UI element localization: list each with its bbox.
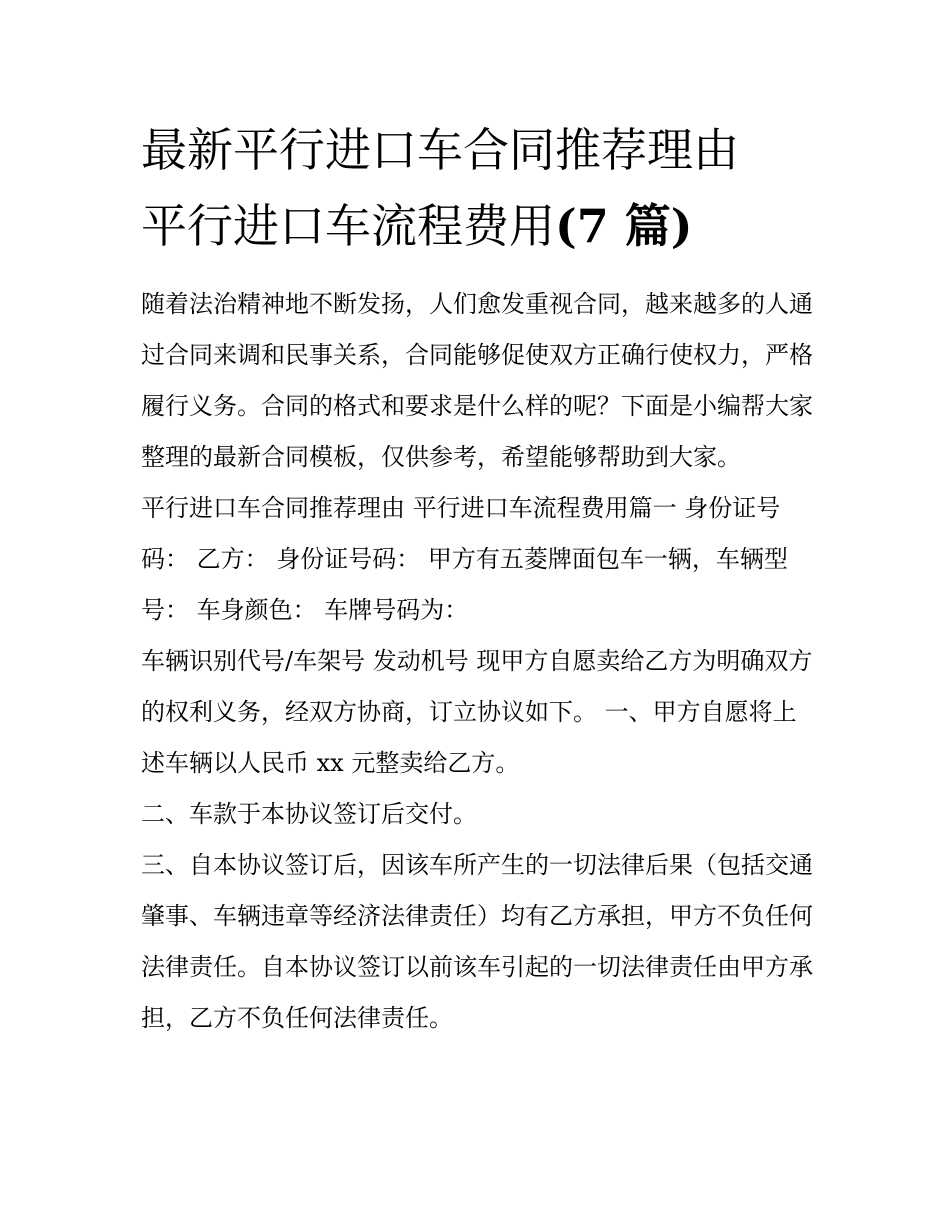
paragraph-parties: 平行进口车合同推荐理由 平行进口车流程费用篇一 身份证号码： 乙方： 身份证号码： 甲方有五菱牌面包车一辆，车辆型号： 车身颜色： 车牌号码为： [141, 494, 788, 624]
document-body [141, 279, 813, 1044]
title-line-2-count: (7 篇) [555, 199, 693, 253]
title-line-2-text: 平行进口车流程费用 [141, 199, 555, 253]
paragraph-clause-2: 二、车款于本协议签订后交付。 [141, 800, 477, 828]
paragraph-vehicle: 车辆识别代号/车架号 发动机号 现甲方自愿卖给乙方为明确双方的权利义务，经双方协商，订立协议如下。 一、甲方自愿将上述车辆以人民币 xx 元整卖给乙方。 [141, 647, 813, 777]
paragraph-intro: 随着法治精神地不断发扬，人们愈发重视合同，越来越多的人通过合同来调和民事关系，合同能够促使双方正确行使权力，严格履行义务。合同的格式和要求是什么样的呢？下面是小编帮大家整理的最新合同模板，仅供参考，希望能够帮助到大家。 [141, 290, 813, 471]
paragraph-clause-3: 三、自本协议签订后，因该车所产生的一切法律后果（包括交通肇事、车辆违章等经济法律责任）均有乙方承担，甲方不负任何法律责任。自本协议签订以前该车引起的一切法律责任由甲方承担，乙方不负任何法律责任。 [141, 851, 813, 1032]
title-line-1: 最新平行进口车合同推荐理由 [141, 123, 739, 177]
document-title [141, 112, 813, 264]
document-content [141, 112, 813, 1044]
